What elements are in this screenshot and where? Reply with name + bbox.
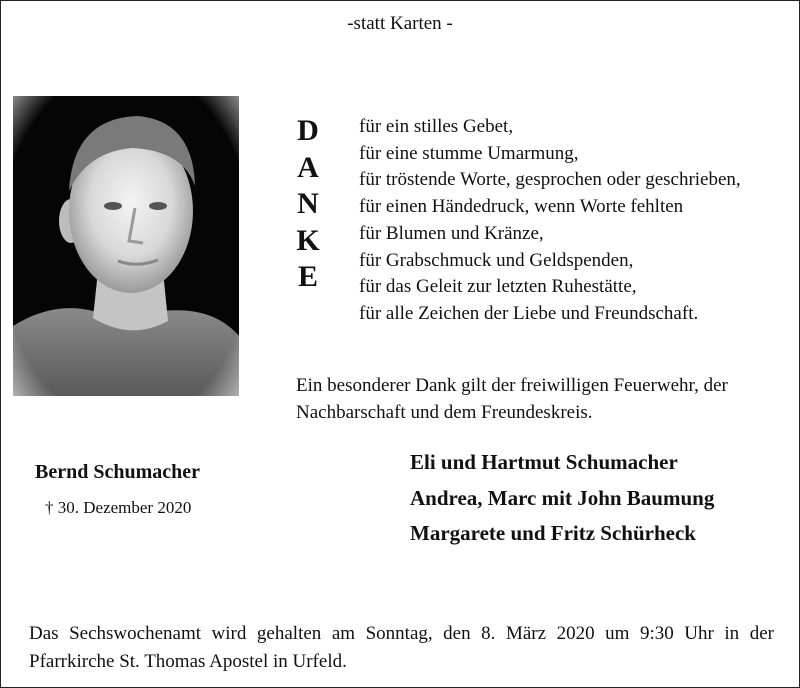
thanks-line: für tröstende Worte, gesprochen oder geschrieben, [359, 169, 741, 191]
thanks-line: für das Geleit zur letzten Ruhestätte, [359, 276, 637, 298]
deceased-name: Bernd Schumacher [35, 461, 200, 483]
header-text: -statt Karten - [347, 13, 453, 34]
family-line: Eli und Hartmut Schumacher [410, 450, 678, 474]
thanks-line: für Grabschmuck und Geldspenden, [359, 249, 634, 271]
special-thanks: Ein besonderer Dank gilt der freiwilligen Feuerwehr, der Nachbarschaft und dem Freundeskreis. [296, 375, 728, 423]
thanks-line: für ein stilles Gebet, [359, 116, 514, 137]
portrait-photo [13, 96, 239, 396]
mass-announcement: Das Sechswochenamt wird gehalten am Sonntag, den 8. März 2020 um 9:30 Uhr in der Pfarrkirche St. Thomas Apostel in Urfeld. [29, 623, 774, 672]
thanks-line: für Blumen und Kränze, [359, 222, 544, 244]
family-line: Andrea, Marc mit John Baumung [410, 485, 715, 510]
portrait-photo-icon [13, 96, 239, 396]
thanks-lines [359, 114, 741, 328]
thanks-line: für eine stumme Umarmung, [359, 142, 579, 164]
thanks-line: für alle Zeichen der Liebe und Freundschaft. [359, 302, 699, 324]
family-line: Margarete und Fritz Schürheck [410, 521, 696, 545]
death-date: † 30. Dezember 2020 [45, 498, 192, 517]
danke-letter: D [297, 114, 319, 147]
danke-letter: N [297, 187, 319, 220]
danke-letter: E [297, 260, 318, 293]
danke-letter: A [297, 150, 319, 184]
thanks-line: für einen Händedruck, wenn Worte fehlten [359, 196, 684, 218]
family-signatures [410, 445, 714, 552]
danke-vertical-word [291, 113, 325, 296]
danke-letter: K [296, 223, 320, 257]
